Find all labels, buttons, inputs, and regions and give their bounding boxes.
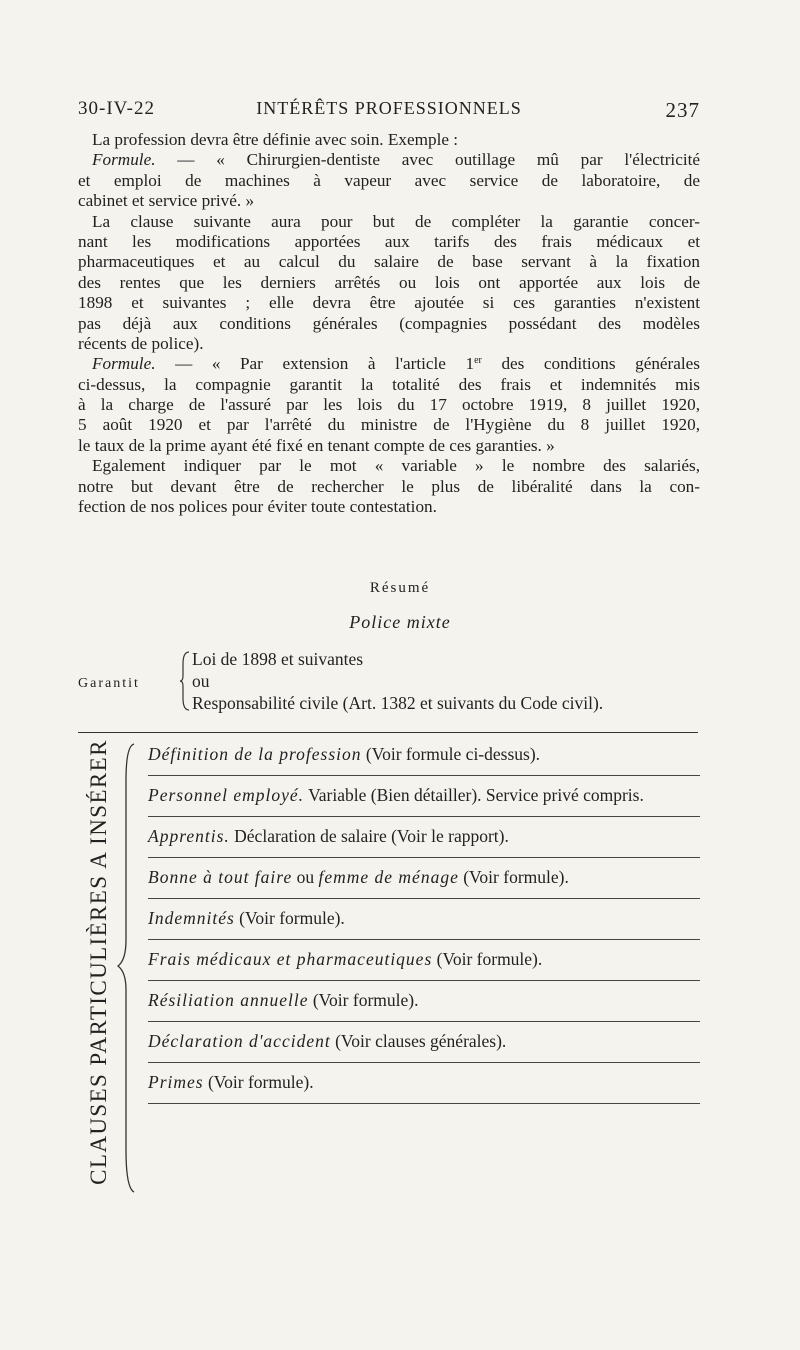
- vertical-heading: [84, 739, 114, 1185]
- clause-detail: Déclaration de salaire (Voir le rapport).: [229, 826, 509, 846]
- text-run: — « Chirurgien-dentiste avec outillage mû par l'électricité: [155, 150, 700, 170]
- paragraph-line: pharmaceutiques et au calcul du salaire de base servant à la fixation: [78, 252, 700, 272]
- header-title: INTÉRÊTS PROFESSIONNELS: [256, 98, 522, 118]
- clause-name: Personnel employé.: [148, 785, 305, 805]
- paragraph-line: 5 août 1920 et par l'arrêté du ministre de l'Hygiène du 8 juillet 1920,: [78, 415, 700, 435]
- paragraph-line: le taux de la prime ayant été fixé en tenant compte de ces garanties. »: [78, 435, 555, 455]
- paragraph-line: nant les modifications apportées aux tarifs des frais médicaux et: [78, 231, 700, 251]
- running-header: [78, 98, 700, 126]
- resume-subtitle: Police mixte: [349, 612, 451, 632]
- left-brace-icon: [180, 650, 190, 712]
- large-brace-icon: [114, 740, 144, 1195]
- clause-name: Indemnités: [148, 908, 235, 928]
- paragraph-line: ci-dessus, la compagnie garantit la totalité des frais et indemnités mis: [78, 374, 700, 394]
- paragraph-line: récents de police).: [78, 333, 204, 353]
- list-item: [148, 940, 700, 981]
- list-item: [148, 981, 700, 1022]
- divider: [148, 1103, 700, 1104]
- clause-detail: (Voir formule ci-dessus).: [361, 744, 541, 764]
- header-date: 30-IV-22: [78, 98, 155, 119]
- clause-connector: ou: [292, 867, 319, 887]
- list-item: [148, 899, 700, 940]
- list-item: [148, 817, 700, 858]
- paragraph-line: à la charge de l'assuré par les lois du 17 octobre 1919, 8 juillet 1920,: [78, 395, 700, 415]
- clause-name: Primes: [148, 1072, 204, 1092]
- paragraph-line: Egalement indiquer par le mot « variable » le nombre des salariés,: [92, 456, 700, 476]
- list-item: [148, 776, 700, 817]
- option-line: Loi de 1898 et suivantes: [192, 649, 364, 669]
- clause-detail: Variable (Bien détailler). Service privé compris.: [304, 785, 644, 805]
- clause-detail: (Voir formule).: [234, 908, 345, 928]
- resume-heading: Résumé: [369, 580, 431, 596]
- list-item: [148, 1022, 700, 1063]
- clause-detail: (Voir clauses générales).: [330, 1031, 507, 1051]
- paragraph-line: pas déjà aux conditions générales (compagnies possédant des modèles: [78, 313, 700, 333]
- paragraph-line: 1898 et suivantes ; elle devra être ajoutée si ces garanties n'existent: [78, 293, 700, 313]
- paragraph-line: La clause suivante aura pour but de compléter la garantie concer-: [92, 211, 700, 231]
- option-line: ou: [192, 671, 210, 691]
- paragraph-line: et emploi de machines à vapeur avec service de laboratoire, de: [78, 170, 700, 190]
- garantit-label: Garantit: [78, 676, 140, 691]
- clause-detail: (Voir formule).: [458, 867, 569, 887]
- paragraph-line: fection de nos polices pour éviter toute contestation.: [78, 497, 437, 517]
- formule-label: Formule.: [92, 354, 156, 374]
- body-text: [78, 130, 700, 517]
- clauses-title: CLAUSES PARTICULIÈRES A INSÉRER: [86, 739, 111, 1185]
- list-item: [148, 1063, 700, 1104]
- list-item: [148, 735, 700, 776]
- divider: [78, 732, 698, 733]
- clauses-list: [148, 735, 700, 1104]
- clause-detail: (Voir formule).: [432, 949, 543, 969]
- clause-detail: (Voir formule).: [308, 990, 419, 1010]
- paragraph-line: [78, 150, 700, 170]
- garantit-options: [192, 648, 603, 714]
- superscript: er: [474, 355, 482, 367]
- paragraph-line: notre but devant être de rechercher le plus de libéralité dans la con-: [78, 476, 700, 496]
- paragraph-line: [78, 354, 700, 374]
- clause-name: Apprentis.: [148, 826, 230, 846]
- clause-name: Frais médicaux et pharmaceutiques: [148, 949, 433, 969]
- clause-detail: (Voir formule).: [203, 1072, 314, 1092]
- paragraph-line: des rentes que les derniers arrêtés ou lois ont apportée aux lois de: [78, 272, 700, 292]
- clause-name: femme de ménage: [318, 867, 459, 887]
- paragraph-line: La profession devra être définie avec soin. Exemple :: [92, 130, 459, 149]
- formule-label: Formule.: [92, 150, 156, 170]
- option-line: Responsabilité civile (Art. 1382 et suivants du Code civil).: [192, 693, 604, 713]
- page-number: 237: [665, 98, 700, 122]
- text-run: des conditions générales: [481, 354, 700, 374]
- text-run: — « Par extension à l'article 1: [155, 354, 475, 374]
- clause-name: Définition de la profession: [148, 744, 362, 764]
- clause-name: Résiliation annuelle: [148, 990, 309, 1010]
- clause-name: Bonne à tout faire: [148, 867, 293, 887]
- list-item: [148, 858, 700, 899]
- clause-name: Déclaration d'accident: [148, 1031, 331, 1051]
- paragraph-line: cabinet et service privé. »: [78, 191, 255, 211]
